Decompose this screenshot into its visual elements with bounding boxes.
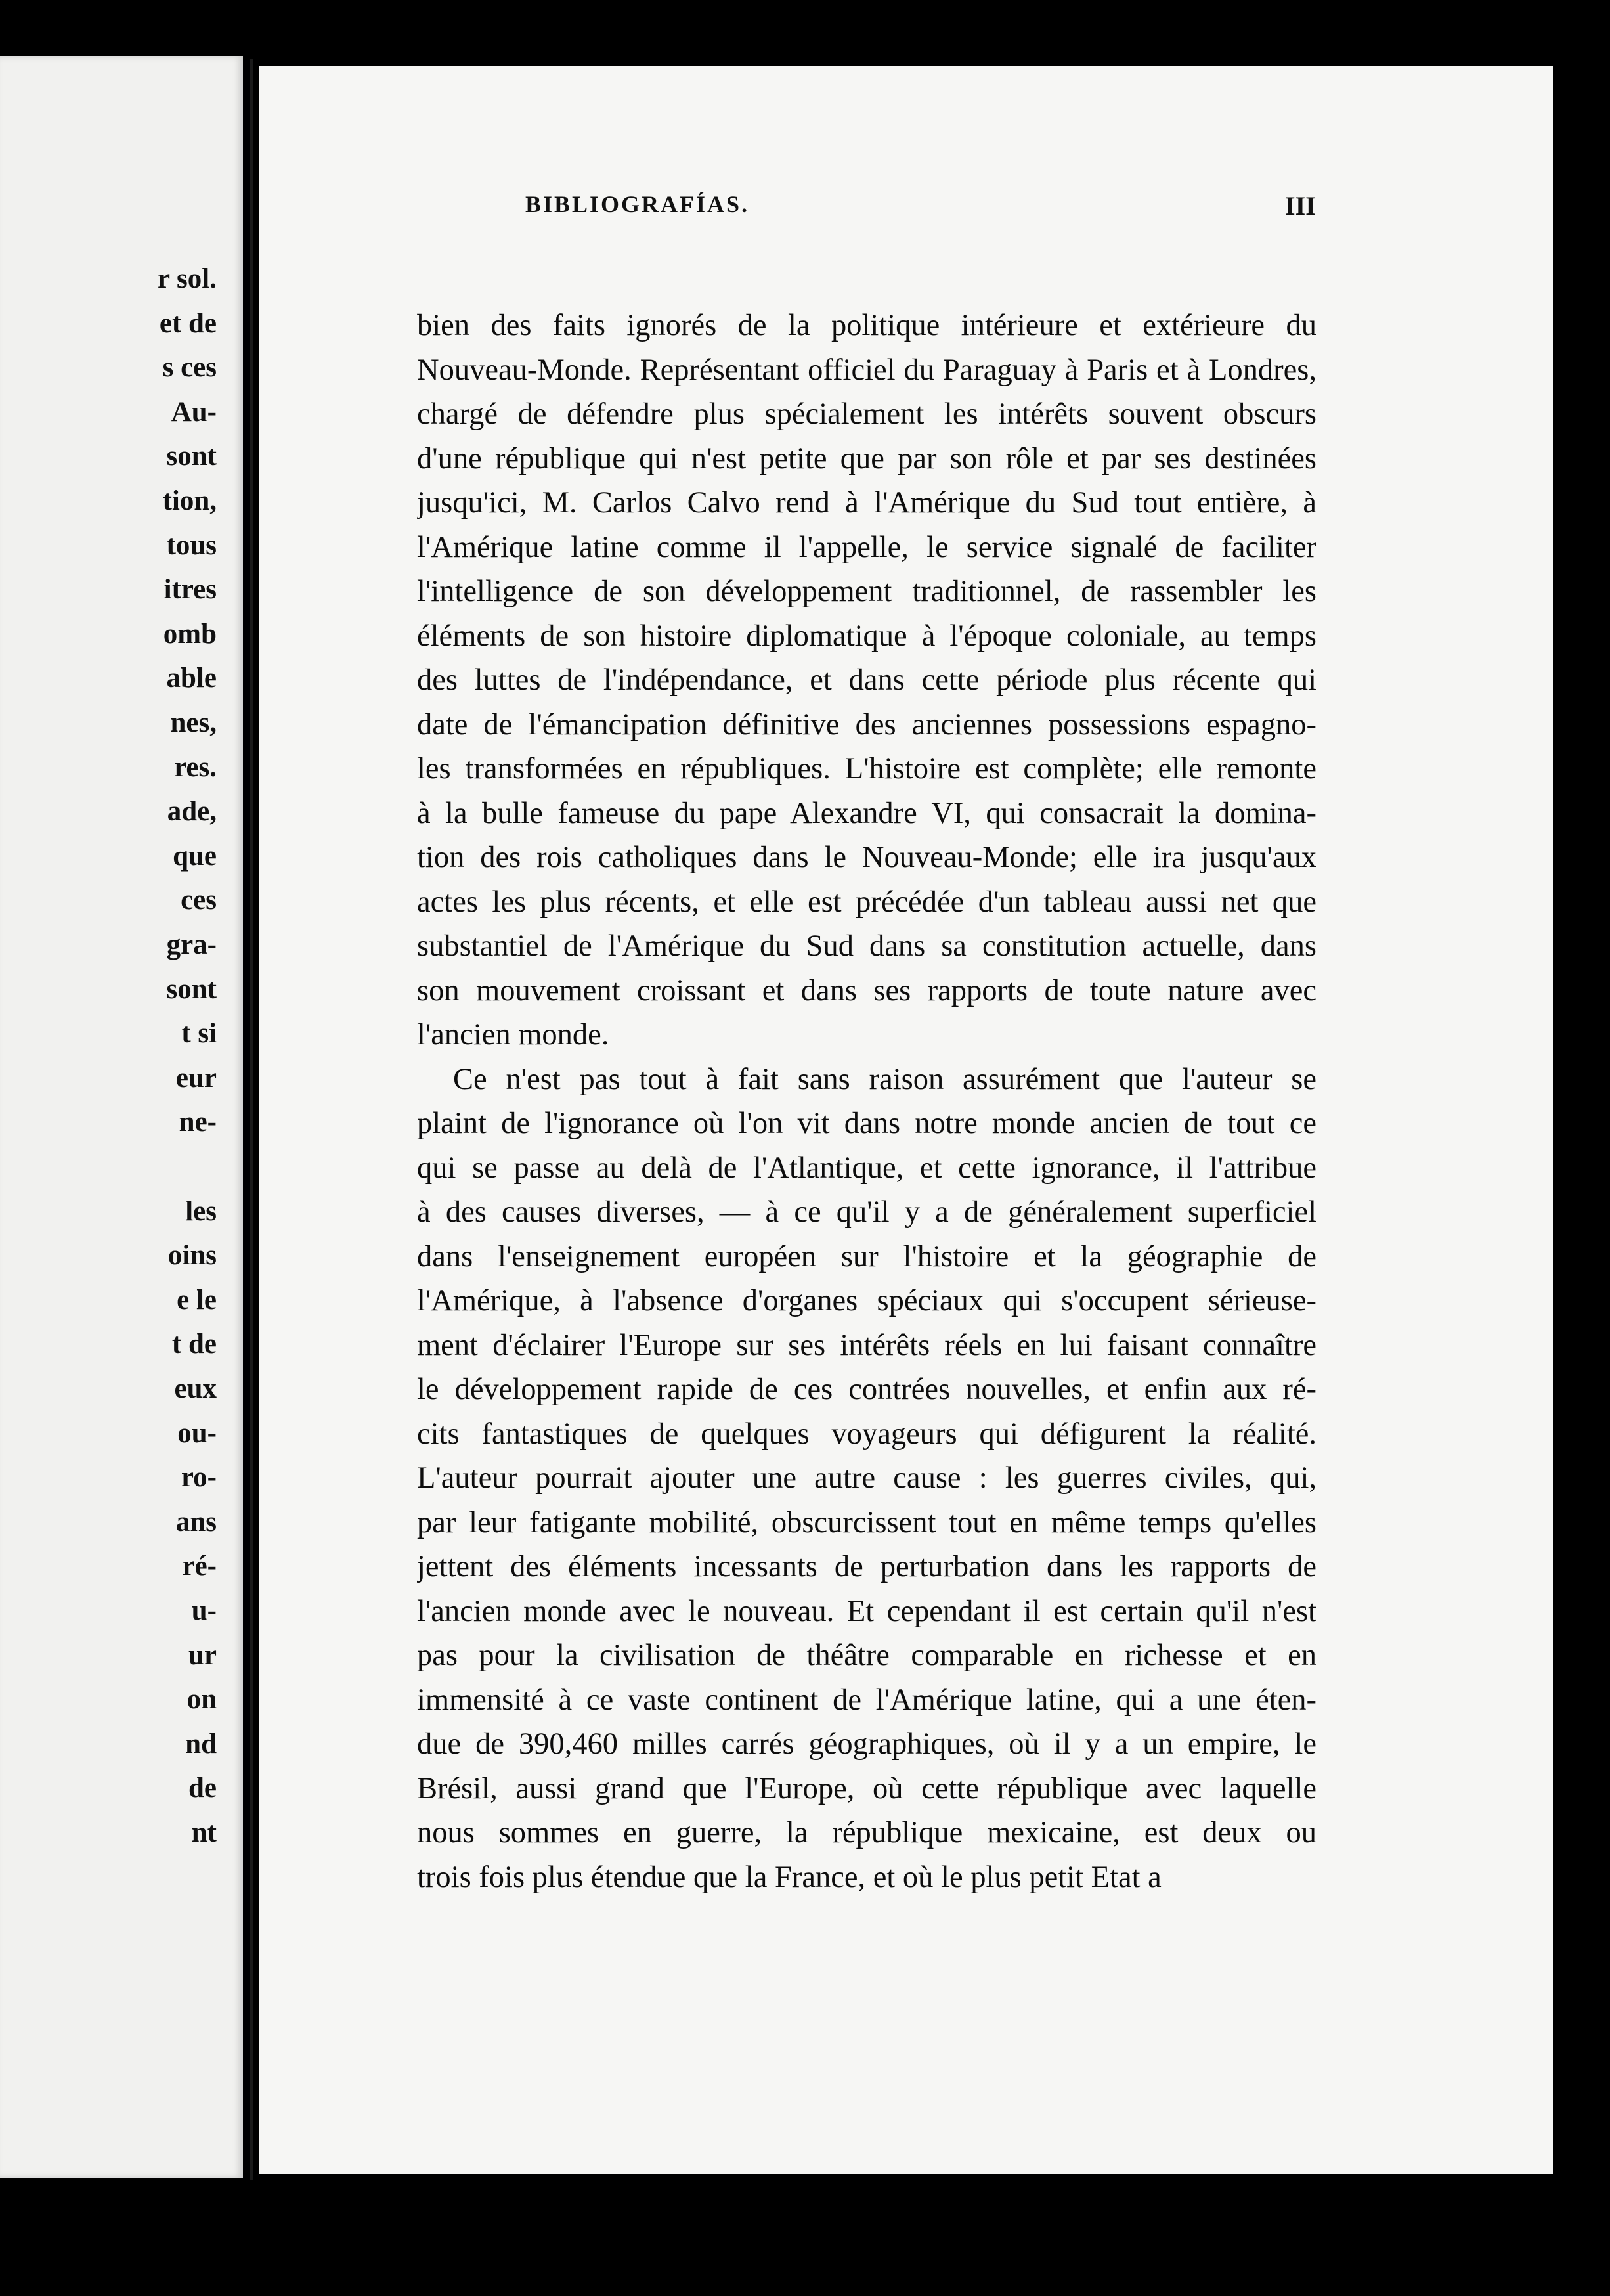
text-line: l'Amérique, à l'absence d'organes spéciaux qui s'occupent sérieuse- — [417, 1284, 1316, 1317]
previous-page-fragment: que — [173, 840, 217, 872]
previous-page-fragment: e le — [177, 1284, 217, 1315]
text-line: nous sommes en guerre, la république mexicaine, est deux ou — [417, 1816, 1316, 1849]
previous-page-fragment: r sol. — [158, 263, 217, 294]
previous-page-fragment: t si — [181, 1018, 217, 1049]
previous-page-fragment: de — [188, 1773, 217, 1804]
previous-page-fragment: nd — [185, 1728, 217, 1759]
text-line: bien des faits ignorés de la politique intérieure et extérieure du — [417, 309, 1316, 342]
text-line: le développement rapide de ces contrées nouvelles, et enfin aux ré- — [417, 1373, 1316, 1406]
text-line: chargé de défendre plus spécialement les intérêts souvent obscurs — [417, 397, 1316, 431]
previous-page-fragment: ur — [188, 1639, 217, 1671]
text-line: Nouveau-Monde. Représentant officiel du Paraguay à Paris et à Londres, — [417, 353, 1316, 387]
previous-page-fragment: ces — [181, 885, 217, 916]
text-line: à la bulle fameuse du pape Alexandre VI, qui consacrait la domina- — [417, 796, 1316, 830]
gutter-line — [250, 59, 253, 2180]
text-line: due de 390,460 milles carrés géographiques, où il y a un empire, le — [417, 1727, 1316, 1761]
previous-page-fragment: Au- — [171, 396, 217, 428]
text-line: son mouvement croissant et dans ses rapports de toute nature avec — [417, 973, 1316, 1007]
text-line: jettent des éléments incessants de perturbation dans les rapports de — [417, 1550, 1316, 1583]
previous-page-fragment: s ces — [162, 352, 217, 384]
body-text — [417, 303, 1316, 1899]
text-line: actes les plus récents, et elle est précédée d'un tableau aussi net que — [417, 885, 1316, 919]
text-line: des luttes de l'indépendance, et dans cette période plus récente qui — [417, 663, 1316, 697]
text-line: substantiel de l'Amérique du Sud dans sa constitution actuelle, dans — [417, 929, 1316, 963]
text-line: L'auteur pourrait ajouter une autre cause : les guerres civiles, qui, — [417, 1461, 1316, 1495]
previous-page-fragment: ou- — [177, 1417, 217, 1449]
previous-page-fragment: gra- — [166, 929, 217, 960]
text-line: l'ancien monde. — [417, 1018, 609, 1051]
text-line: date de l'émancipation définitive des anciennes possessions espagno- — [417, 707, 1316, 741]
previous-page-fragment: ne- — [179, 1107, 217, 1138]
previous-page-fragment: eur — [175, 1062, 217, 1093]
running-head: BIBLIOGRAFÍAS. — [525, 191, 750, 217]
paragraph — [417, 303, 1316, 1057]
text-line: les transformées en républiques. L'histoire est complète; elle remonte — [417, 752, 1316, 785]
previous-page-fragment: omb — [163, 618, 217, 650]
previous-page-fragment: ade, — [167, 796, 217, 828]
previous-page-fragment: eux — [174, 1373, 217, 1404]
previous-page-fragment: itres — [163, 574, 217, 606]
text-line: l'ancien monde avec le nouveau. Et cependant il est certain qu'il n'est — [417, 1594, 1316, 1628]
text-line: plaint de l'ignorance où l'on vit dans notre monde ancien de tout ce — [417, 1107, 1316, 1140]
text-line: d'une république qui n'est petite que par son rôle et par ses destinées — [417, 441, 1316, 475]
previous-page-fragment: u- — [191, 1595, 217, 1626]
page-number: III — [1285, 191, 1316, 221]
text-line: éléments de son histoire diplomatique à l'époque coloniale, au temps — [417, 619, 1316, 653]
text-line: par leur fatigante mobilité, obscurcissent tout en même temps qu'elles — [417, 1505, 1316, 1539]
text-line: Ce n'est pas tout à fait sans raison assurément que l'auteur se — [453, 1062, 1316, 1096]
text-line: dans l'enseignement européen sur l'histoire et la géographie de — [417, 1239, 1316, 1273]
previous-page-fragment: ro- — [181, 1462, 217, 1493]
previous-page-fragment: sont — [166, 441, 217, 472]
text-line: qui se passe au delà de l'Atlantique, et cette ignorance, il l'attribue — [417, 1151, 1316, 1185]
previous-page-fragment: nt — [191, 1817, 217, 1848]
previous-page-fragment: ans — [175, 1506, 217, 1537]
previous-page-fragment: sont — [166, 973, 217, 1005]
previous-page-fragment: ré- — [182, 1551, 217, 1582]
text-line: trois fois plus étendue que la France, et où le plus petit Etat a — [417, 1860, 1162, 1894]
text-line: l'Amérique latine comme il l'appelle, le service signalé de faciliter — [417, 530, 1316, 564]
text-line: Brésil, aussi grand que l'Europe, où cette république avec laquelle — [417, 1771, 1316, 1805]
previous-page-fragment: les — [185, 1195, 217, 1227]
previous-page-fragment: et de — [159, 307, 217, 339]
previous-page-fragment: tous — [166, 529, 217, 561]
text-line: cits fantastiques de quelques voyageurs qui défigurent la réalité. — [417, 1417, 1316, 1451]
text-line: tion des rois catholiques dans le Nouveau-Monde; elle ira jusqu'aux — [417, 841, 1316, 874]
text-line: immensité à ce vaste continent de l'Amérique latine, qui a une éten- — [417, 1683, 1316, 1717]
previous-page-fragment: tion, — [162, 485, 217, 516]
previous-page-fragment: oins — [167, 1240, 217, 1271]
text-line: pas pour la civilisation de théâtre comparable en richesse et en — [417, 1639, 1316, 1672]
previous-page-fragment: able — [166, 663, 217, 694]
previous-page-fragment: nes, — [170, 707, 217, 738]
text-line: jusqu'ici, M. Carlos Calvo rend à l'Amérique du Sud tout entière, à — [417, 486, 1316, 519]
text-line: à des causes diverses, — à ce qu'il y a de généralement superficiel — [417, 1195, 1316, 1229]
text-line: l'intelligence de son développement traditionnel, de rassembler les — [417, 575, 1316, 608]
text-line: ment d'éclairer l'Europe sur ses intérêts réels en lui faisant connaître — [417, 1328, 1316, 1362]
previous-page-fragment: t de — [171, 1329, 217, 1360]
paragraph — [417, 1057, 1316, 1900]
previous-page-fragment: on — [186, 1684, 217, 1715]
previous-page-fragment: res. — [174, 751, 217, 783]
